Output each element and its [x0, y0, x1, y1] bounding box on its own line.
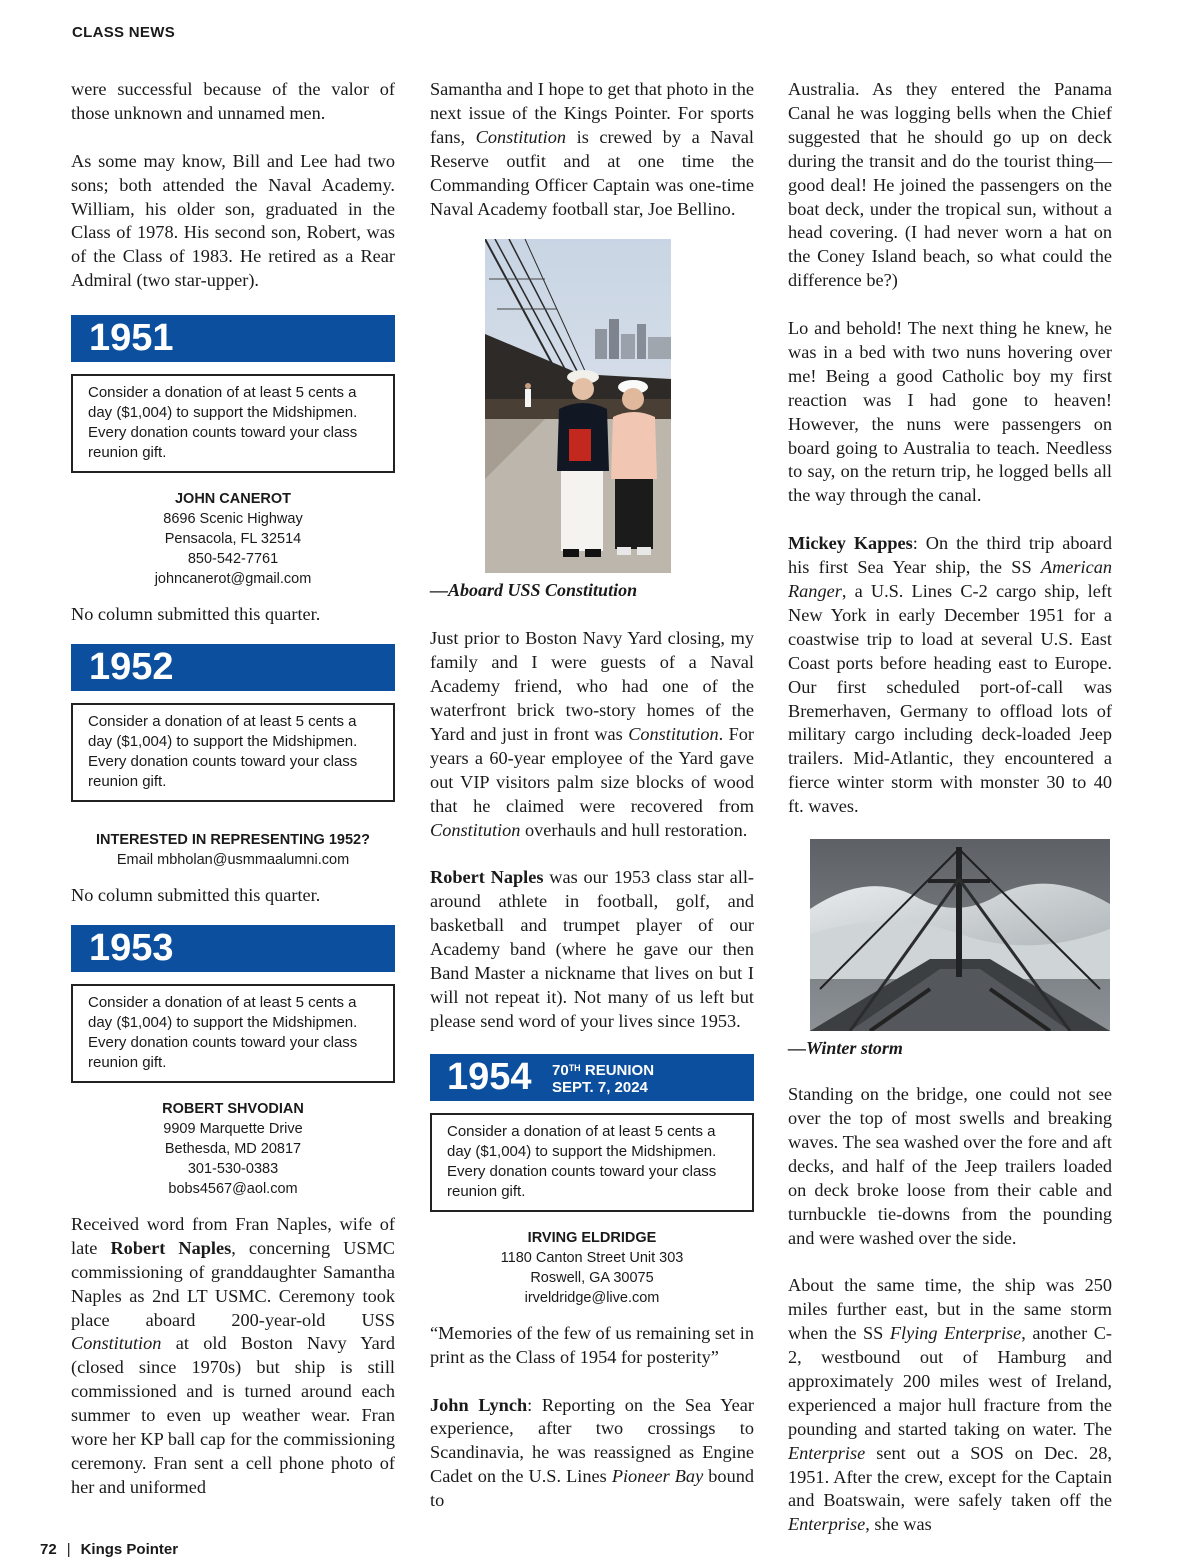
paragraph-sports-fans: [430, 78, 754, 221]
text-run: overhauls and hull restoration.: [520, 819, 748, 840]
paragraph-robert-naples: [430, 866, 754, 1033]
paragraph-john-lynch: [430, 1394, 754, 1514]
text-run: , she was: [865, 1514, 932, 1535]
winter-storm-photo-caption: —Winter storm: [788, 1038, 903, 1059]
class-1951-contact: [71, 489, 395, 589]
contact-address-line-1: 9909 Marquette Drive: [163, 1120, 303, 1137]
contact-phone: 301-530-0383: [187, 1160, 279, 1177]
text-run: : Reporting on the Sea Year experience, after two crossings to Scandinavia, he was reassigned as Engine Cadet on the U.S. Lines: [430, 1394, 754, 1487]
contact-address-line-2: Roswell, GA 30075: [530, 1269, 654, 1286]
contact-address-line-1: 1180 Canton Street Unit 303: [500, 1249, 684, 1266]
person-name: Robert Naples: [110, 1237, 232, 1258]
contact-name: IRVING ELDRIDGE: [527, 1229, 657, 1246]
paragraph-flying-enterprise: [788, 1274, 1112, 1537]
text-run: , a U.S. Lines C-2 cargo ship, left New York in early December 1951 for a coastwise trip to load at several U.S. East Coast ports before heading east to Europe. Our first scheduled port-of-call was Bremerhaven, Germany to offload lots of military cargo including deck-loaded Jeep trailers. Mid-Atlantic, they encountered a fierce winter storm with monster 30 to 40 ft. waves.: [788, 581, 1112, 817]
contact-name: JOHN CANEROT: [174, 491, 291, 508]
person-name: John Lynch: [430, 1394, 528, 1415]
page-number: 72: [40, 1541, 57, 1558]
class-1951-banner: 1951: [71, 315, 395, 362]
contact-email[interactable]: irveldridge@live.com: [524, 1289, 660, 1306]
paragraph-panama-canal: Australia. As they entered the Panama Canal he was logging bells when the Chief suggested that he should go up on deck during the transit and do the tourist thing—good deal! He joined the passengers on the boat deck, under the tropical sun, without a head covering. (I had never worn a hat on the Coney Island beach, so what could the difference be?): [788, 79, 1112, 291]
reunion-suffix: TH: [568, 1062, 581, 1073]
constitution-photo: [485, 239, 671, 573]
winter-storm-photo-image: [810, 839, 1110, 1031]
class-1952-donation-box: Consider a donation of at least 5 cents a day ($1,004) to support the Midshipmen. Every donation counts toward your class reunion gift.: [71, 703, 395, 802]
text-run: bound to: [430, 1466, 754, 1511]
ship-name: Enterprise: [788, 1442, 866, 1463]
text-run: : On the third trip aboard his first Sea Year ship, the SS: [788, 533, 1112, 578]
intro-paragraph-2: As some may know, Bill and Lee had two sons; both attended the Naval Academy. William, his older son, graduated in the Class of 1978. His second son, Robert, was of the Class of 1983. He retired as a Rear Admiral (two star-upper).: [71, 150, 395, 291]
contact-email[interactable]: bobs4567@aol.com: [168, 1180, 298, 1197]
reunion-label: [552, 1060, 654, 1079]
constitution-photo-image: [485, 239, 671, 573]
text-run: About the same time, the ship was 250 miles further east, but in the same storm when the SS: [788, 1275, 1112, 1344]
class-1953-contact: [71, 1099, 395, 1199]
contact-address-line-1: 8696 Scenic Highway: [163, 511, 303, 528]
ship-name: Constitution: [628, 724, 719, 745]
class-1953-donation-box: Consider a donation of at least 5 cents a day ($1,004) to support the Midshipmen. Every donation counts toward your class reunion gift.: [71, 984, 395, 1083]
ship-name: Constitution: [475, 126, 567, 147]
text-run: Samantha and I hope to get that photo in the next issue of the Kings Pointer. For sports fans,: [430, 79, 754, 147]
text-run: , another C-2, westbound out of Hamburg and approximately 200 miles west of Ireland, experienced a major hull fracture from the pounding and started taking on water. The: [788, 1323, 1113, 1439]
ship-name: Pioneer Bay: [611, 1466, 704, 1487]
page-footer: [40, 1541, 178, 1558]
text-run: was our 1953 class star all-around athlete in football, golf, and basketball and trumpet player of our Academy band (where he gave our then Band Master a nickname that lives on but I will not repeat it). Not many of us left but please send word of your lives since 1953.: [430, 867, 755, 1031]
interest-title: INTERESTED IN REPRESENTING 1952?: [96, 832, 370, 849]
class-1954-donation-box: Consider a donation of at least 5 cents a day ($1,004) to support the Midshipmen. Every donation counts toward your class reunion gift.: [430, 1113, 754, 1212]
class-1954-quote: “Memories of the few of us remaining set in print as the Class of 1954 for posterity”: [430, 1322, 754, 1367]
reunion-info: [552, 1060, 654, 1096]
class-1951-donation-box: Consider a donation of at least 5 cents a day ($1,004) to support the Midshipmen. Every donation counts toward your class reunion gift.: [71, 374, 395, 473]
contact-email[interactable]: johncanerot@gmail.com: [154, 571, 312, 588]
column-1: [71, 78, 395, 1500]
class-1951-note: No column submitted this quarter.: [71, 604, 321, 625]
paragraph-nuns: Lo and behold! The next thing he knew, he was in a bed with two nuns hovering over me! Being a good Catholic boy my first reaction was I had gone to heaven! However, the nuns were passengers on board going to Australia to teach. Needless to say, on the return trip, he logged bells all the way through the canal.: [788, 318, 1112, 506]
ship-name: American Ranger: [788, 557, 1112, 601]
ship-name: Constitution: [430, 819, 521, 840]
class-1952-note: No column submitted this quarter.: [71, 885, 321, 906]
text-run: is crewed by a Naval Reserve outfit and at one time the Commanding Officer Captain was one-time Naval Academy football star, Joe Bellino.: [430, 126, 754, 219]
text-run: Received word from Fran Naples, wife of late: [71, 1213, 395, 1258]
section-label: CLASS NEWS: [72, 24, 176, 41]
reunion-date: SEPT. 7, 2024: [552, 1078, 648, 1096]
paragraph-mickey-kappes: [788, 532, 1112, 819]
text-run: at old Boston Navy Yard (closed since 1970s) but ship is still commissioned and is turned around each summer to even up weather wear. Fran wore her KP ball cap for the commissioning ceremony. Fran sent a cell phone photo of her and uniformed: [71, 1333, 395, 1497]
column-3: [788, 78, 1112, 1537]
text-run: , concerning USMC commissioning of granddaughter Samantha Naples as 2nd LT USMC. Ceremony took place aboard 200-year-old USS: [71, 1237, 395, 1330]
interest-email[interactable]: Email mbholan@usmmaalumni.com: [116, 852, 350, 869]
class-1954-banner: [430, 1054, 754, 1101]
class-1953-paragraph: [71, 1213, 395, 1500]
contact-address-line-2: Pensacola, FL 32514: [164, 531, 302, 548]
intro-paragraph-1: were successful because of the valor of those unknown and unnamed men.: [71, 79, 395, 123]
column-2: [430, 78, 754, 1513]
contact-phone: 850-542-7761: [187, 551, 279, 568]
contact-address-line-2: Bethesda, MD 20817: [164, 1140, 302, 1157]
text-run: sent out a SOS on Dec. 28, 1951. After the crew, except for the Captain and Boatswain, were safely taken off the: [788, 1442, 1112, 1511]
winter-storm-photo: [810, 839, 1110, 1031]
person-name: Robert Naples: [430, 867, 544, 888]
text-run: Just prior to Boston Navy Yard closing, my family and I were guests of a Naval Academy friend, who had one of the waterfront brick two-story homes of the Yard and just in front was: [430, 628, 754, 745]
ship-name: Constitution: [71, 1333, 162, 1354]
person-name: Mickey Kappes: [788, 533, 913, 554]
ship-name: Flying Enterprise: [889, 1323, 1022, 1344]
contact-name: ROBERT SHVODIAN: [162, 1100, 304, 1117]
ship-name: Enterprise: [788, 1514, 866, 1535]
footer-separator: |: [66, 1541, 71, 1558]
paragraph-bridge: Standing on the bridge, one could not see over the top of most swells and breaking waves. The sea washed over the fore and aft decks, and half of the Jeep trailers loaded on deck broke loose from their cable and turnbuckle tie-downs from the pounding and were washed over the side.: [788, 1084, 1112, 1248]
paragraph-navy-yard: [430, 627, 754, 842]
class-1952-interest: [71, 830, 395, 870]
reunion-number: 70: [552, 1061, 569, 1079]
class-1954-year: 1954: [447, 1055, 532, 1098]
constitution-photo-caption: —Aboard USS Constitution: [430, 580, 638, 601]
reunion-word: REUNION: [580, 1061, 655, 1079]
class-1952-banner: 1952: [71, 644, 395, 691]
publication-name: Kings Pointer: [80, 1541, 179, 1558]
class-1953-banner: 1953: [71, 925, 395, 972]
class-1954-contact: [430, 1228, 754, 1308]
text-run: . For years a 60-year employee of the Yard gave out VIP visitors palm size blocks of wood that he claimed were recovered from: [430, 724, 754, 816]
